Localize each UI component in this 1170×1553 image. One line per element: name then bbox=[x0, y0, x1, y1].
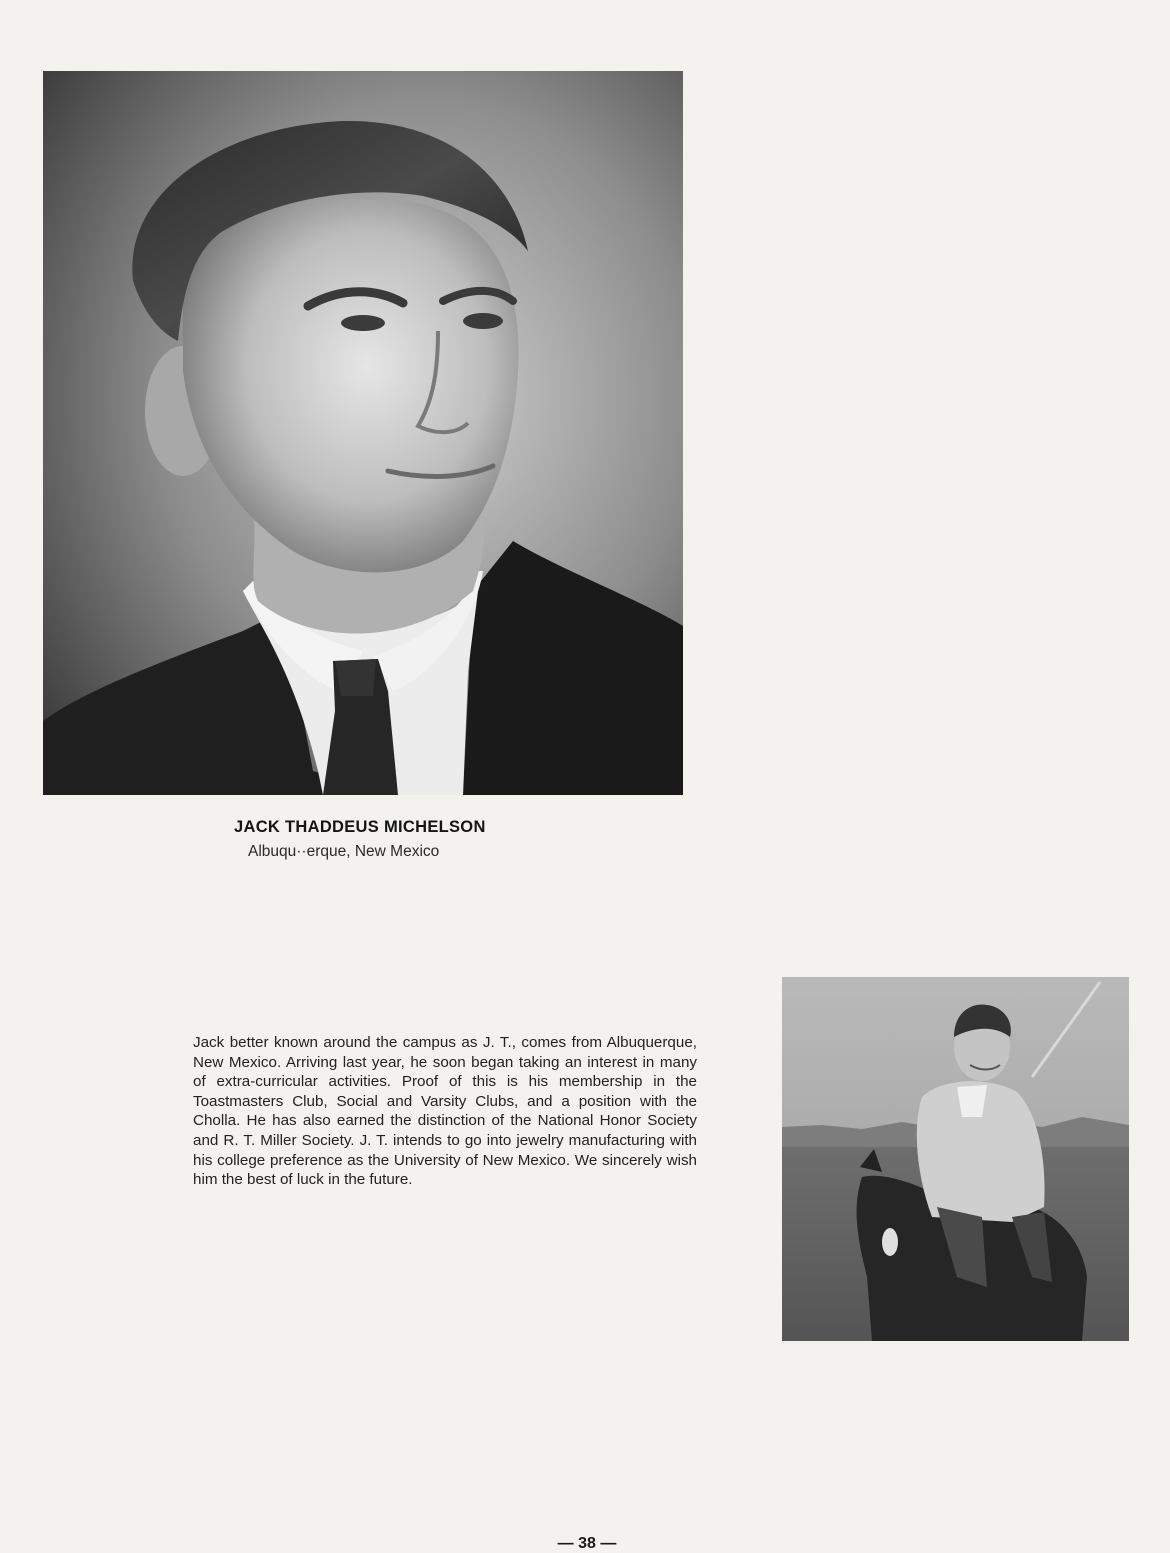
student-name: JACK THADDEUS MICHELSON bbox=[234, 818, 486, 836]
student-bio: Jack better known around the campus as J. T., comes from Albuquerque, New Mexico. Arriving last year, he soon began taking an interest in many of extra-curricular activities. Proof of this is his membership in the Toastmasters Club, Social and Varsity Clubs, and a position with the Cholla. He has also earned the distinction of the National Honor Society and R. T. Miller Society. J. T. intends to go into jewelry manufacturing with his college preference as the University of New Mexico. We sincerely wish him the best of luck in the future. bbox=[193, 1034, 697, 1189]
portrait-photo bbox=[43, 71, 683, 795]
student-hometown: Albuqu··erque, New Mexico bbox=[248, 843, 440, 860]
page-number: — 38 — bbox=[557, 1535, 617, 1552]
horseback-photo bbox=[782, 977, 1129, 1341]
